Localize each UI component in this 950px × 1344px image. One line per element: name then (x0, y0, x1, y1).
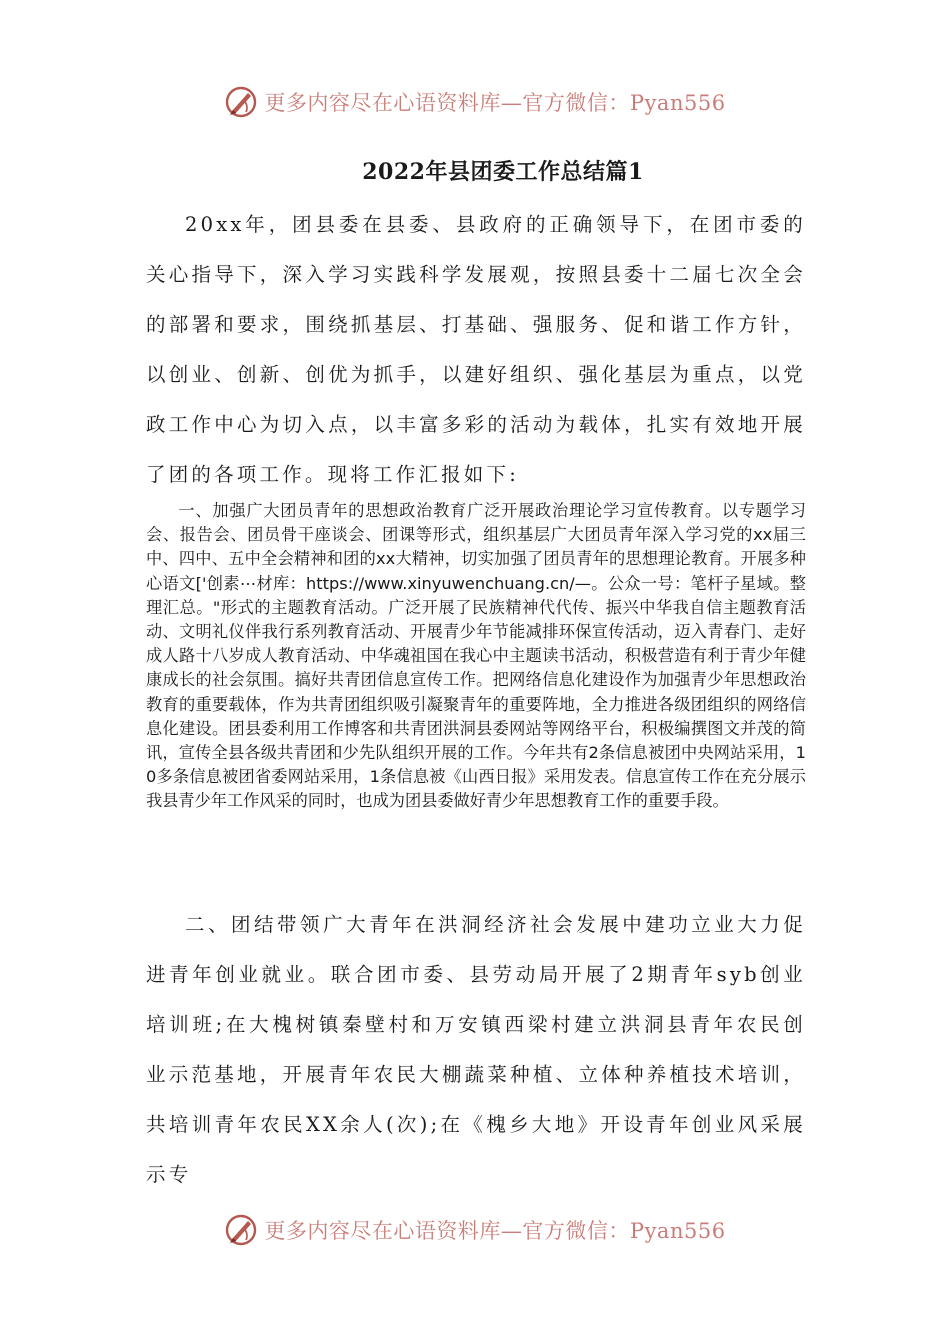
section-two-paragraph: 二、团结带领广大青年在洪洞经济社会发展中建功立业大力促进青年创业就业。联合团市委、县劳动局开展了2期青年syb创业培训班;在大槐树镇秦壁村和万安镇西梁村建立洪洞县青年农民创业示范基地，开展青年农民大棚蔬菜种植、立体种养植技术培训，共培训青年农民XX余人(次);在《槐乡大地》开设青年创业风采展示专 (146, 913, 806, 1186)
section-one-paragraph: 一、加强广大团员青年的思想政治教育广泛开展政治理论学习宣传教育。以专题学习会、报告会、团员骨干座谈会、团课等形式，组织基层广大团员青年深入学习党的xx届三中、四中、五中全会精神和团的xx大精神，切实加强了团员青年的思想理论教育。开展多种心语文['创素⋯材库：https://www.xinyuwenchuang.cn/—。公众一号：笔杆子星域。整理汇总。"形式的主题教育活动。广泛开展了民族精神代代传、振兴中华我自信主题教育活动、文明礼仪伴我行系列教育活动、开展青少年节能减排环保宣传活动，迈入青春门、走好成人路十八岁成人教育活动、中华魂祖国在我心中主题读书活动，积极营造有利于青少年健康成长的社会氛围。搞好共青团信息宣传工作。把网络信息化建设作为加强青少年思想政治教育的重要载体，作为共青团组织吸引凝聚青年的重要阵地，全力推进各级团组织的网络信息化建设。团县委利用工作博客和共青团洪洞县委网站等网络平台，积极编撰图文并茂的简讯，宣传全县各级共青团和少先队组织开展的工作。今年共有2条信息被团中央网站采用，10多条信息被团省委网站采用，1条信息被《山西日报》采用发表。信息宣传工作在充分展示我县青少年工作风采的同时，也成为团县委做好青少年思想教育工作的重要手段。 (146, 501, 806, 811)
watermark-text: 更多内容尽在心语资料库—官方微信：Pyan556 (264, 91, 726, 115)
watermark-text: 更多内容尽在心语资料库—官方微信：Pyan556 (264, 1219, 726, 1243)
intro-paragraph: 20xx年，团县委在县委、县政府的正确领导下，在团市委的关心指导下，深入学习实践科学发展观，按照县委十二届七次全会的部署和要求，围绕抓基层、打基础、强服务、促和谐工作方针，以创业、创新、创优为抓手，以建好组织、强化基层为重点，以党政工作中心为切入点，以丰富多彩的活动为载体，扎实有效地开展了团的各项工作。现将工作汇报如下: (146, 213, 806, 486)
pen-logo-icon (224, 85, 258, 119)
footer-watermark (0, 1208, 950, 1252)
header-watermark (0, 80, 950, 124)
document-title: 2022年县团委工作总结篇1 (362, 159, 644, 185)
pen-logo-icon (224, 1213, 258, 1247)
